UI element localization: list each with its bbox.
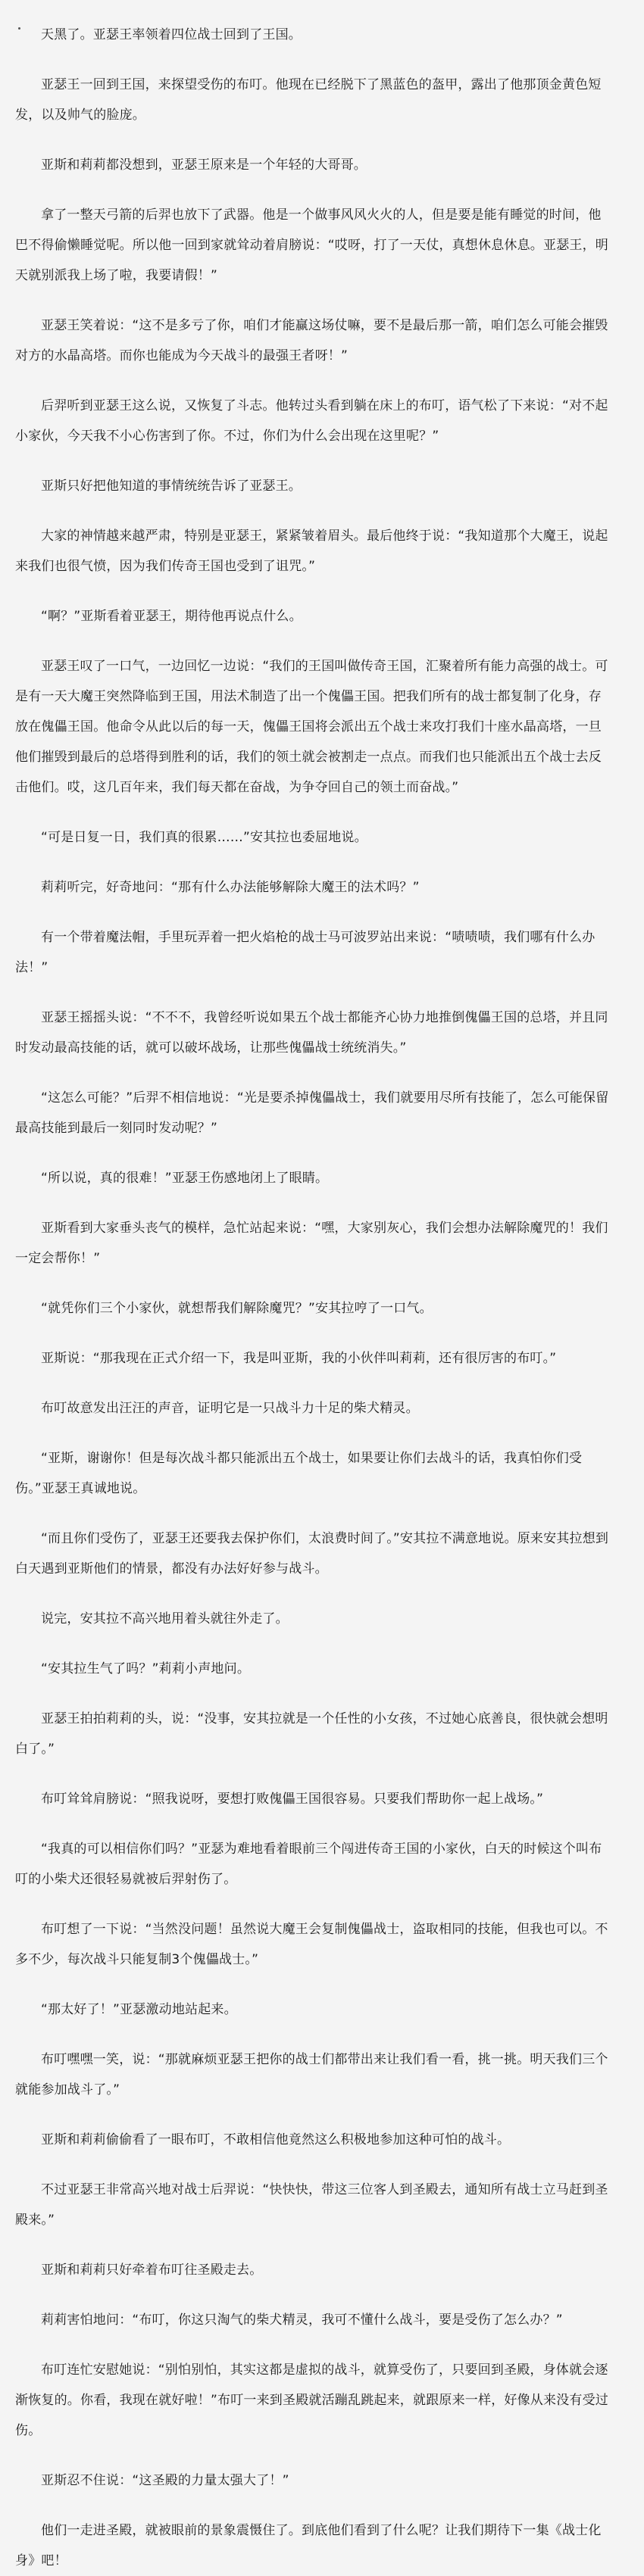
story-paragraph: 后羿听到亚瑟王这么说，又恢复了斗志。他转过头看到躺在床上的布叮，语气松了下来说：“对不起小家伙，今天我不小心伤害到了你。不过，你们为什么会出现在这里呢？” [15, 398, 608, 444]
story-paragraph: 莉莉听完，好奇地问：“那有什么办法能够解除大魔王的法术吗？” [41, 880, 420, 895]
story-paragraph: 亚瑟王叹了一口气，一边回忆一边说：“我们的王国叫做传奇王国，汇聚着所有能力高强的战士。可是有一天大魔王突然降临到王国，用法术制造了出一个傀儡王国。把我们所有的战士都复制了化身，存放在傀儡王国。他命令从此以后的每一天，傀儡王国将会派出五个战士来攻打我们十座水晶高塔，一旦他们摧毁到最后的总塔得到胜利的话，我们的领土就会被割走一点点。而我们也只能派出五个战士去反击他们。哎，这几百年来，我们每天都在奋战，为争夺回自己的领土而奋战。” [15, 659, 608, 795]
story-paragraph: 亚瑟王拍拍莉莉的头，说：“没事，安其拉就是一个任性的小女孩，不过她心底善良，很快就会想明白了。” [15, 1711, 608, 1757]
story-paragraph: “而且你们受伤了，亚瑟王还要我去保护你们，太浪费时间了。”安其拉不满意地说。原来安其拉想到白天遇到亚斯他们的情景，都没有办法好好参与战斗。 [15, 1531, 609, 1576]
story-paragraph: 亚瑟王一回到王国，来探望受伤的布叮。他现在已经脱下了黑蓝色的盔甲，露出了他那顶金黄色短发，以及帅气的脸庞。 [15, 77, 602, 123]
story-paragraph: “可是日复一日，我们真的很累……”安其拉也委屈地说。 [41, 830, 367, 845]
story-paragraph: 说完，安其拉不高兴地用着头就往外走了。 [41, 1611, 289, 1626]
story-paragraph: 布叮想了一下说：“当然没问题！虽然说大魔王会复制傀儡战士，盗取相同的技能，但我也可以。不多不少，每次战斗只能复制3个傀儡战士。” [15, 1922, 608, 1967]
bullet-dot [18, 27, 20, 30]
story-paragraph: 亚斯和莉莉都没想到，亚瑟王原来是一个年轻的大哥哥。 [41, 157, 367, 173]
story-paragraph: 天黑了。亚瑟王率领着四位战士回到了王国。 [41, 27, 302, 42]
story-body [15, 20, 614, 2576]
story-paragraph: 亚斯和莉莉只好牵着布叮往圣殿走去。 [41, 2263, 263, 2278]
story-paragraph: “那太好了！”亚瑟激动地站起来。 [41, 2002, 237, 2017]
story-paragraph: “所以说，真的很难！”亚瑟王伤感地闭上了眼睛。 [41, 1171, 329, 1186]
story-paragraph: 有一个带着魔法帽，手里玩弄着一把火焰枪的战士马可波罗站出来说：“啧啧啧，我们哪有什么办法！” [15, 930, 596, 975]
story-paragraph: 不过亚瑟王非常高兴地对战士后羿说：“快快快，带这三位客人到圣殿去，通知所有战士立马赶到圣殿来。” [15, 2182, 608, 2228]
story-paragraph: 亚斯只好把他知道的事情统统告诉了亚瑟王。 [41, 479, 302, 494]
story-paragraph: 布叮嘿嘿一笑，说：“那就麻烦亚瑟王把你的战士们都带出来让我们看一看，挑一挑。明天我们三个就能参加战斗了。” [15, 2052, 608, 2097]
story-paragraph: 亚斯忍不住说：“这圣殿的力量太强大了！” [41, 2473, 289, 2488]
story-paragraph: 亚瑟王摇摇头说：“不不不，我曾经听说如果五个战士都能齐心协力地推倒傀儡王国的总塔，并且同时发动最高技能的话，就可以破坏战场，让那些傀儡战士统统消失。” [15, 1010, 608, 1056]
story-paragraph: “这怎么可能？”后羿不相信地说：“光是要杀掉傀儡战士，我们就要用尽所有技能了，怎么可能保留最高技能到最后一刻同时发动呢？” [15, 1090, 609, 1136]
story-paragraph: 拿了一整天弓箭的后羿也放下了武器。他是一个做事风风火火的人，但是要是能有睡觉的时间，他巴不得偷懒睡觉呢。所以他一回到家就耸动着肩膀说：“哎呀，打了一天仗，真想休息休息。亚瑟王，明天就别派我上场了啦，我要请假！” [15, 207, 609, 283]
story-paragraph: 亚斯看到大家垂头丧气的模样，急忙站起来说：“嘿，大家别灰心，我们会想办法解除魔咒的！我们一定会帮你！” [15, 1221, 608, 1266]
story-paragraph: 莉莉害怕地问：“布叮，你这只淘气的柴犬精灵，我可不懂什么战斗，要是受伤了怎么办？” [41, 2312, 563, 2328]
story-paragraph: “啊？”亚斯看着亚瑟王，期待他再说点什么。 [41, 609, 302, 624]
story-paragraph: 布叮连忙安慰她说：“别怕别怕，其实这都是虚拟的战斗，就算受伤了，只要回到圣殿，身体就会逐渐恢复的。你看，我现在就好啦！”布叮一来到圣殿就活蹦乱跳起来，就跟原来一样，好像从来没有受过伤。 [15, 2362, 609, 2438]
story-paragraph: “亚斯，谢谢你！但是每次战斗都只能派出五个战士，如果要让你们去战斗的话，我真怕你们受伤。”亚瑟王真诚地说。 [15, 1451, 583, 1496]
story-paragraph: 大家的神情越来越严肃，特别是亚瑟王，紧紧皱着眉头。最后他终于说：“我知道那个大魔王，说起来我们也很气愤，因为我们传奇王国也受到了诅咒。” [15, 529, 608, 574]
story-paragraph: 亚瑟王笑着说：“这不是多亏了你，咱们才能赢这场仗嘛，要不是最后那一箭，咱们怎么可能会摧毁对方的水晶高塔。而你也能成为今天战斗的最强王者呀！” [15, 318, 608, 363]
story-paragraph: “就凭你们三个小家伙，就想帮我们解除魔咒？”安其拉哼了一口气。 [41, 1301, 433, 1316]
story-paragraph: “安其拉生气了吗？”莉莉小声地问。 [41, 1661, 251, 1676]
story-paragraph: 布叮故意发出汪汪的声音，证明它是一只战斗力十足的柴犬精灵。 [41, 1401, 419, 1416]
story-paragraph: “我真的可以相信你们吗？”亚瑟为难地看着眼前三个闯进传奇王国的小家伙，白天的时候这个叫布叮的小柴犬还很轻易就被后羿射伤了。 [15, 1842, 602, 1887]
story-paragraph: 亚斯说：“那我现在正式介绍一下，我是叫亚斯，我的小伙伴叫莉莉，还有很厉害的布叮。” [41, 1351, 557, 1366]
story-paragraph: 布叮耸耸肩膀说：“照我说呀，要想打败傀儡王国很容易。只要我们帮助你一起上战场。” [41, 1792, 544, 1807]
story-paragraph: 他们一走进圣殿，就被眼前的景象震慑住了。到底他们看到了什么呢？让我们期待下一集《战士化身》吧！ [15, 2523, 602, 2568]
story-paragraph: 亚斯和莉莉偷偷看了一眼布叮，不敢相信他竟然这么积极地参加这种可怕的战斗。 [41, 2132, 511, 2147]
